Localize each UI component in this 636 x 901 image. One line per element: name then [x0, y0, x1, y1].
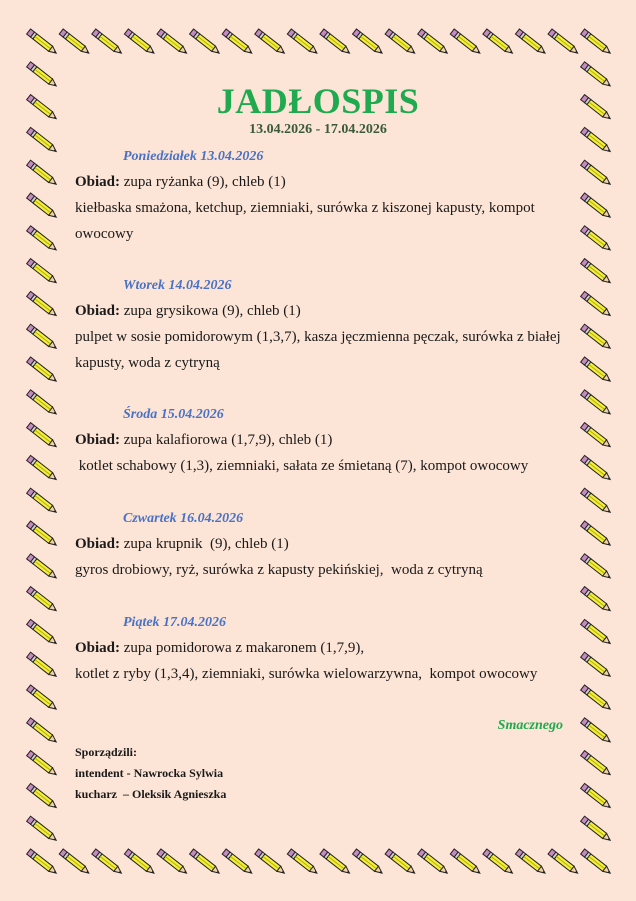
pencil-icon: [581, 849, 613, 876]
pencil-icon: [222, 849, 254, 876]
pencil-icon: [27, 226, 59, 253]
pencil-icon: [287, 29, 319, 56]
pencil-icon: [581, 226, 613, 253]
closing-text: Smacznego: [497, 718, 563, 733]
pencil-icon: [515, 849, 547, 876]
day-heading: Środa 15.04.2026: [123, 407, 224, 422]
pencil-icon: [190, 849, 222, 876]
pencil-icon: [27, 751, 59, 778]
pencil-icon: [581, 291, 613, 318]
day-thursday: [75, 507, 575, 583]
pencil-icon: [27, 423, 59, 450]
pencil-icon: [581, 29, 613, 56]
pencil-icon: [515, 29, 547, 56]
day-friday: [75, 611, 575, 687]
pencil-icon: [483, 849, 515, 876]
pencil-icon: [27, 718, 59, 745]
pencil-icon: [581, 259, 613, 286]
pencil-icon: [483, 29, 515, 56]
main-course-line: kapusty, woda z cytryną: [75, 355, 220, 371]
pencil-icon: [353, 29, 385, 56]
pencil-icon: [581, 587, 613, 614]
main-course-line: pulpet w sosie pomidorowym (1,3,7), kasza jęczmienna pęczak, surówka z białej: [75, 329, 561, 345]
prepared-label: Sporządzili:: [75, 745, 137, 759]
pencil-icon: [59, 29, 91, 56]
pencil-icon: [581, 521, 613, 548]
pencil-icon: [581, 652, 613, 679]
obiad-line: [75, 427, 575, 453]
pencil-icon: [581, 783, 613, 810]
pencil-icon: [320, 29, 352, 56]
pencil-icon: [353, 849, 385, 876]
pencil-icon: [548, 29, 580, 56]
pencil-icon: [27, 619, 59, 646]
obiad-line: [75, 169, 575, 195]
obiad-line: [75, 531, 575, 557]
obiad-label: Obiad:: [75, 174, 121, 190]
pencil-icon: [450, 849, 482, 876]
pencil-icon: [27, 324, 59, 351]
intendant-credit: intendent - Nawrocka Sylwia: [75, 766, 224, 780]
pencil-icon: [581, 455, 613, 482]
pencil-icon: [581, 751, 613, 778]
pencil-icon: [581, 816, 613, 843]
date-range: 13.04.2026 - 17.04.2026: [249, 122, 387, 137]
pencil-icon: [581, 685, 613, 712]
pencil-icon: [27, 160, 59, 187]
pencil-icon: [27, 783, 59, 810]
pencil-icon: [581, 193, 613, 220]
pencil-icon: [385, 849, 417, 876]
soup-text: zupa pomidorowa z makaronem (1,7,9),: [120, 640, 365, 656]
day-heading: Poniedziałek 13.04.2026: [123, 149, 264, 164]
pencil-icon: [27, 685, 59, 712]
pencil-icon: [92, 849, 124, 876]
pencil-icon: [27, 193, 59, 220]
main-course-line: kiełbaska smażona, ketchup, ziemniaki, surówka z kiszonej kapusty, kompot: [75, 200, 535, 216]
soup-text: zupa kalafiorowa (1,7,9), chleb (1): [120, 432, 333, 448]
pencil-icon: [450, 29, 482, 56]
pencil-icon: [27, 29, 59, 56]
pencil-icon: [581, 390, 613, 417]
pencil-icon: [581, 160, 613, 187]
pencil-icon: [59, 849, 91, 876]
obiad-line: [75, 298, 575, 324]
pencil-icon: [418, 849, 450, 876]
pencil-icon: [255, 29, 287, 56]
day-tuesday: [75, 274, 575, 376]
pencil-icon: [418, 29, 450, 56]
pencil-icon: [287, 849, 319, 876]
soup-text: zupa grysikowa (9), chleb (1): [120, 303, 301, 319]
day-wednesday: [75, 403, 575, 479]
pencil-icon: [255, 849, 287, 876]
footer-credits: [75, 742, 226, 805]
main-course-line: owocowy: [75, 226, 134, 242]
obiad-label: Obiad:: [75, 536, 121, 552]
pencil-icon: [548, 849, 580, 876]
soup-text: zupa ryżanka (9), chleb (1): [120, 174, 286, 190]
pencil-icon: [581, 718, 613, 745]
pencil-icon: [27, 554, 59, 581]
pencil-icon: [124, 29, 156, 56]
day-heading: Wtorek 14.04.2026: [123, 278, 232, 293]
obiad-label: Obiad:: [75, 303, 121, 319]
pencil-icon: [27, 849, 59, 876]
pencil-icon: [27, 587, 59, 614]
pencil-icon: [27, 357, 59, 384]
obiad-label: Obiad:: [75, 640, 121, 656]
pencil-icon: [27, 291, 59, 318]
pencil-icon: [92, 29, 124, 56]
pencil-icon: [581, 488, 613, 515]
main-course-line: kotlet schabowy (1,3), ziemniaki, sałata ze śmietaną (7), kompot owocowy: [75, 458, 529, 474]
pencil-icon: [27, 259, 59, 286]
pencil-icon: [157, 849, 189, 876]
pencil-icon: [124, 849, 156, 876]
pencil-icon: [385, 29, 417, 56]
pencil-icon: [27, 488, 59, 515]
pencil-icon: [581, 554, 613, 581]
soup-text: zupa krupnik (9), chleb (1): [120, 536, 289, 552]
pencil-icon: [27, 455, 59, 482]
pencil-icon: [581, 324, 613, 351]
pencil-icon: [190, 29, 222, 56]
obiad-line: [75, 635, 575, 661]
day-heading: Czwartek 16.04.2026: [123, 511, 244, 526]
pencil-icon: [581, 619, 613, 646]
pencil-icon: [581, 423, 613, 450]
pencil-icon: [157, 29, 189, 56]
cook-credit: kucharz – Oleksik Agnieszka: [75, 787, 227, 801]
main-course-line: gyros drobiowy, ryż, surówka z kapusty pekińskiej, woda z cytryną: [75, 562, 483, 578]
pencil-icon: [581, 357, 613, 384]
obiad-label: Obiad:: [75, 432, 121, 448]
pencil-icon: [27, 652, 59, 679]
pencil-icon: [27, 816, 59, 843]
pencil-icon: [222, 29, 254, 56]
pencil-icon: [320, 849, 352, 876]
day-heading: Piątek 17.04.2026: [123, 615, 227, 630]
main-course-line: kotlet z ryby (1,3,4), ziemniaki, surówka wielowarzywna, kompot owocowy: [75, 666, 538, 682]
pencil-icon: [27, 521, 59, 548]
pencil-icon: [27, 390, 59, 417]
page-title: JADŁOSPIS: [216, 81, 420, 121]
day-monday: [75, 145, 575, 247]
